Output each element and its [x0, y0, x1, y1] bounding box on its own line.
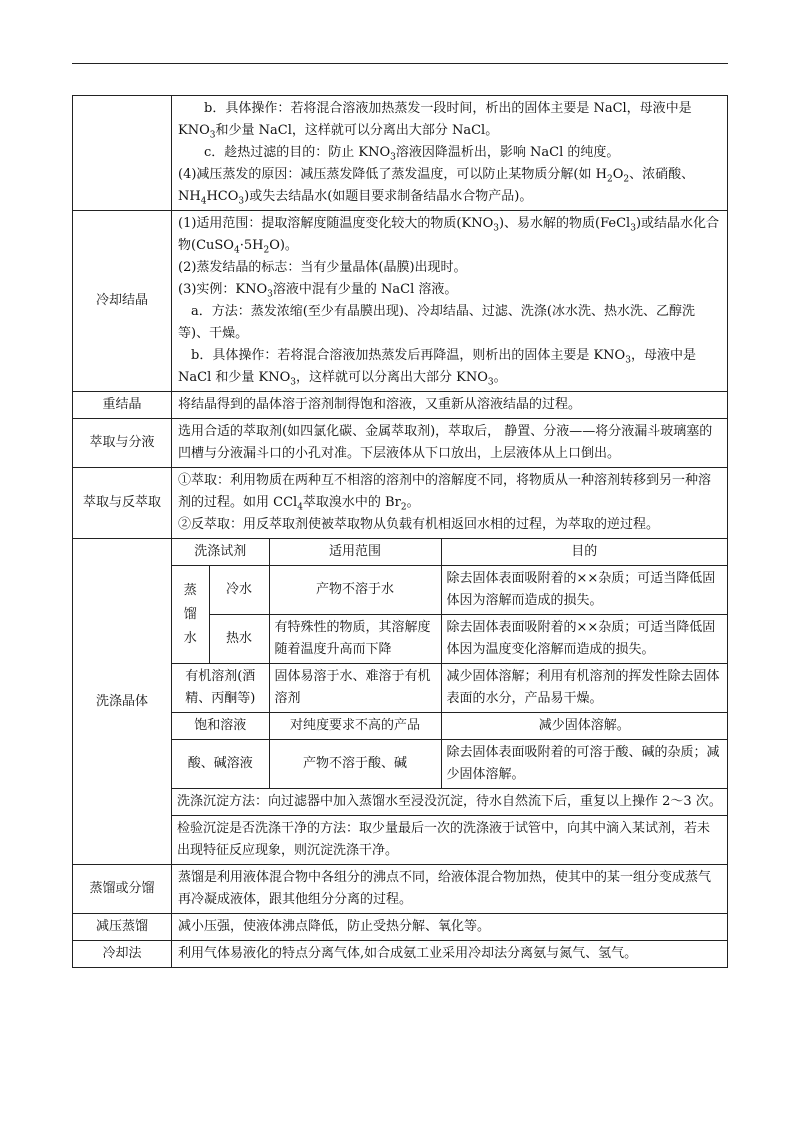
header-reagent: 洗涤试剂	[172, 539, 269, 566]
hot-water-scope: 有特殊性的物质，其溶解度随着温度升高而下降	[269, 615, 441, 664]
text: 。	[406, 495, 420, 510]
distilled-water-text: 蒸 馏 水	[183, 582, 197, 646]
table-row	[172, 740, 727, 789]
text: c．趁热过滤的目的：防止 KNO	[204, 145, 391, 160]
subscript: 2	[606, 174, 613, 185]
row-label-recrystallization: 重结晶	[73, 392, 172, 419]
cool-sign: (2)蒸发结晶的标志：当有少量晶体(晶膜)出现时。	[178, 260, 467, 275]
subscript: 3	[487, 377, 494, 388]
separation-methods-table	[72, 95, 728, 968]
subscript: 3	[493, 223, 499, 234]
subscript: 3	[238, 196, 245, 207]
table-row	[172, 615, 727, 664]
header-scope: 适用范围	[269, 539, 441, 566]
saturated-solution-scope: 对纯度要求不高的产品	[269, 713, 441, 740]
table-row-cooling-crystallization	[73, 211, 728, 392]
back-extraction-definition: ②反萃取：用反萃取剂使被萃取物从负载有机相返回水相的过程，为萃取的逆过程。	[178, 517, 660, 532]
washing-method: 洗涤沉淀方法：向过滤器中加入蒸馏水至浸没沉淀，待水自然流下后，重复以上操作 2～3 次。	[172, 789, 727, 816]
row-content-vacuum-distillation: 减小压强，使液体沸点降低，防止受热分解、氧化等。	[172, 914, 728, 941]
subscript: 4	[200, 196, 207, 207]
text: )或结晶水化合物(CuSO	[178, 216, 720, 253]
table-row	[172, 664, 727, 713]
washing-check: 检验沉淀是否洗涤干净的方法：取少量最后一次的洗涤液于试管中，向其中滴入某试剂，若未出现特征反应现象，则沉淀洗涤干净。	[172, 816, 727, 865]
hot-water-purpose: 除去固体表面吸附着的××杂质；可适当降低固体因为温度变化溶解而造成的损失。	[441, 615, 727, 664]
row-label-washing: 洗涤晶体	[73, 539, 172, 865]
text: ，母液中是 NaCl 和少量 KNO	[178, 348, 696, 385]
text: 溶液中混有少量的 NaCl 溶液。	[272, 282, 458, 297]
saturated-solution-label: 饱和溶液	[172, 713, 269, 740]
cool-example	[178, 279, 721, 301]
text: )、易水解的物质(FeCl	[498, 216, 631, 231]
row-label-empty	[73, 96, 172, 211]
text: HCO	[206, 189, 239, 204]
hot-water-label: 热水	[209, 615, 269, 664]
acid-base-scope: 产物不溶于酸、碱	[269, 740, 441, 789]
evap-operation	[178, 98, 721, 142]
row-content-extraction: 选用合适的萃取剂(如四氯化碳、金属萃取剂)，萃取后， 静置、分液——将分液漏斗玻璃塞的凹槽与分液漏斗口的小孔对准。下层液体从下口放出，上层液体从上口倒出。	[172, 419, 728, 468]
extraction-definition	[178, 470, 721, 514]
row-label-distillation: 蒸馏或分馏	[73, 865, 172, 914]
table-row	[172, 539, 727, 566]
cool-method: a．方法：蒸发浓缩(至少有晶膜出现)、冷却结晶、过滤、洗涤(冰水洗、热水洗、乙醇洗等)、干燥。	[178, 304, 695, 341]
organic-solvent-scope: 固体易溶于水、难溶于有机溶剂	[269, 664, 441, 713]
row-content-cooling-crystallization	[172, 211, 728, 392]
row-content-recrystallization: 将结晶得到的晶体溶于溶剂制得饱和溶液，又重新从溶液结晶的过程。	[172, 392, 728, 419]
table-row	[172, 816, 727, 865]
table-row-distillation	[73, 865, 728, 914]
subscript: 3	[290, 377, 296, 388]
row-content-washing	[172, 539, 728, 865]
subscript: 4	[297, 502, 303, 513]
row-label-extraction: 萃取与分液	[73, 419, 172, 468]
subscript: 4	[233, 245, 240, 256]
text: 。	[493, 370, 507, 385]
subscript: 2	[263, 245, 270, 256]
distilled-water-label	[172, 566, 209, 664]
text: )或失去结晶水(如题目要求制备结晶水合物产品)。	[244, 189, 533, 204]
table-row-washing	[73, 539, 728, 865]
subscript: 3	[209, 130, 216, 141]
row-label-cooling-crystallization: 冷却结晶	[73, 211, 172, 392]
header-purpose: 目的	[441, 539, 727, 566]
table-row-back-extraction	[73, 468, 728, 539]
text: 萃取溴水中的 Br	[302, 495, 401, 510]
row-label-back-extraction: 萃取与反萃取	[73, 468, 172, 539]
text: b．具体操作：若将混合溶液加热蒸发后再降温，则析出的固体主要是 KNO	[191, 348, 626, 363]
text: O)。	[269, 238, 298, 253]
header-rule	[72, 63, 728, 64]
subscript: 3	[630, 223, 636, 234]
text: b．具体操作：若将混合溶液加热蒸发一段时间，析出的固体主要是 NaCl，母液中是KNO	[178, 101, 692, 138]
text: (1)适用范围：提取溶解度随温度变化较大的物质(KNO	[178, 216, 494, 231]
subscript: 3	[390, 152, 396, 163]
cold-water-label: 冷水	[209, 566, 269, 615]
cool-scope	[178, 213, 721, 257]
row-content-evaporation	[172, 96, 728, 211]
text: ①萃取：利用物质在两种互不相溶的溶剂中的溶解度不同，将物质从一种溶剂转移到另一种溶剂的过程。如用 CCl	[178, 473, 712, 510]
row-label-cooling-method: 冷却法	[73, 941, 172, 968]
table-row-recrystallization	[73, 392, 728, 419]
acid-base-purpose: 除去固体表面吸附着的可溶于酸、碱的杂质；减少固体溶解。	[441, 740, 727, 789]
subscript: 3	[267, 289, 273, 300]
saturated-solution-purpose: 减少固体溶解。	[441, 713, 727, 740]
table-row-evaporation	[73, 96, 728, 211]
evap-hot-filter	[178, 142, 721, 164]
text: (3)实例：KNO	[178, 282, 268, 297]
text: 溶液因降温析出，影响 NaCl 的纯度。	[395, 145, 620, 160]
text: (4)减压蒸发的原因：减压蒸发降低了蒸发温度，可以防止某物质分解(如 H	[178, 167, 607, 182]
subscript: 2	[400, 502, 407, 513]
subscript: 2	[623, 174, 630, 185]
table-row-cooling-method	[73, 941, 728, 968]
text: O	[612, 167, 624, 182]
text: 和少量 NaCl，这样就可以分离出大部分 NaCl。	[215, 123, 499, 138]
table-row	[172, 789, 727, 816]
table-row-vacuum-distillation	[73, 914, 728, 941]
evap-reduced-pressure	[178, 164, 721, 208]
text: ，这样就可以分离出大部分 KNO	[295, 370, 488, 385]
table-row	[172, 713, 727, 740]
washing-reagent-table	[172, 539, 727, 864]
text: ·5H	[239, 238, 264, 253]
acid-base-label: 酸、碱溶液	[172, 740, 269, 789]
organic-solvent-label: 有机溶剂(酒精、丙酮等)	[172, 664, 269, 713]
row-content-cooling-method: 利用气体易液化的特点分离气体,如合成氨工业采用冷却法分离氨与氮气、氢气。	[172, 941, 728, 968]
cool-operation	[178, 345, 721, 389]
subscript: 3	[625, 355, 631, 366]
row-content-distillation: 蒸馏是利用液体混合物中各组分的沸点不同，给液体混合物加热，使其中的某一组分变成蒸气再冷凝成液体，跟其他组分分离的过程。	[172, 865, 728, 914]
table-row	[172, 566, 727, 615]
organic-solvent-purpose: 减少固体溶解；利用有机溶剂的挥发性除去固体表面的水分，产品易干燥。	[441, 664, 727, 713]
table-row-extraction	[73, 419, 728, 468]
text: 、浓硝酸、NH	[178, 167, 695, 204]
cold-water-purpose: 除去固体表面吸附着的××杂质；可适当降低固体因为溶解而造成的损失。	[441, 566, 727, 615]
row-label-vacuum-distillation: 减压蒸馏	[73, 914, 172, 941]
cold-water-scope: 产物不溶于水	[269, 566, 441, 615]
row-content-back-extraction	[172, 468, 728, 539]
